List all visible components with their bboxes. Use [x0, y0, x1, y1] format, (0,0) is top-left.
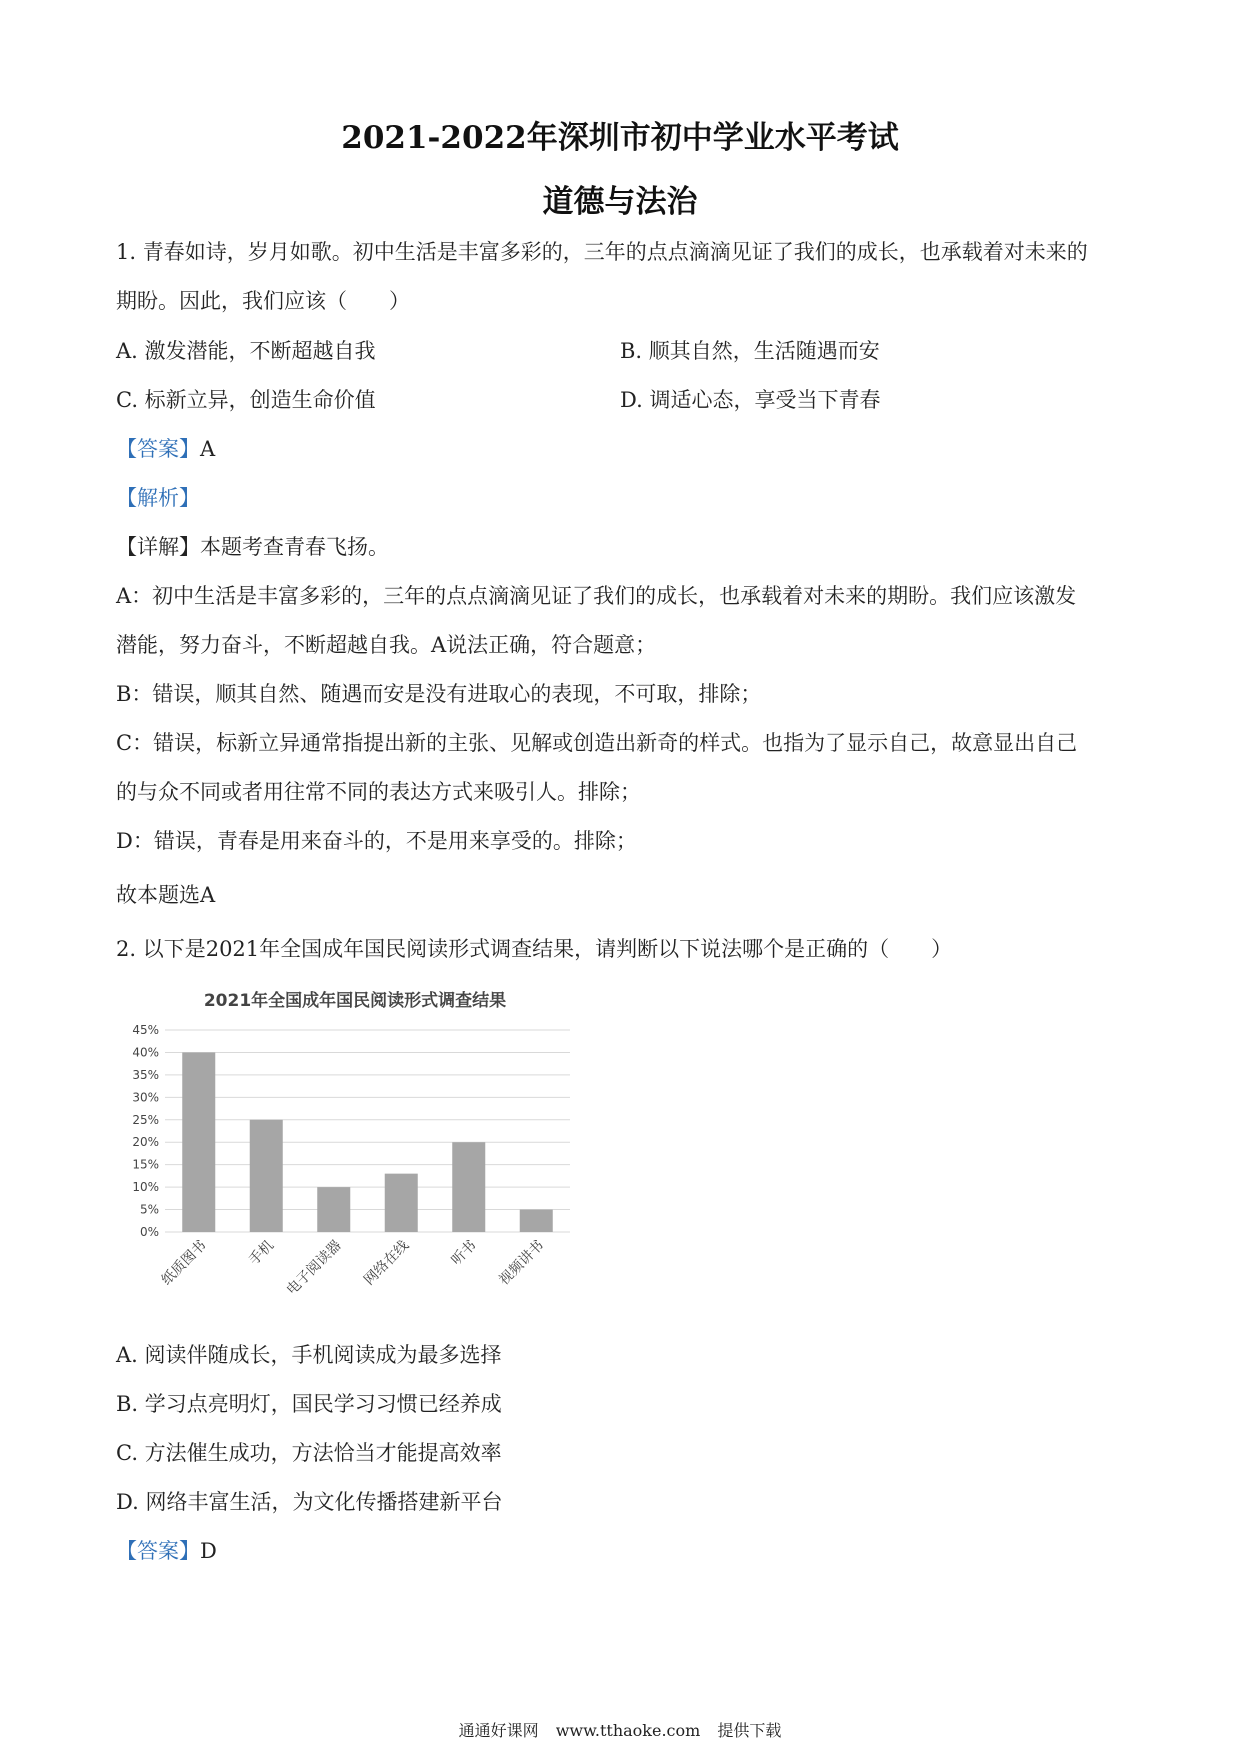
answer-value: D [200, 1539, 217, 1563]
q1-explanation: A：初中生活是丰富多彩的，三年的点点滴滴见证了我们的成长，也承载着对未来的期盼。我们应该激发 [116, 584, 1077, 608]
y-tick-label: 20% [132, 1135, 159, 1150]
y-tick-label: 40% [132, 1045, 159, 1060]
subject-title: 道德与法治 [542, 184, 698, 220]
chart-title: 2021年全国成年国民阅读形式调查结果 [203, 991, 507, 1011]
q2-option-a: A. 阅读伴随成长，手机阅读成为最多选择 [116, 1343, 502, 1367]
q2-option-d: D. 网络丰富生活，为文化传播搭建新平台 [116, 1490, 503, 1514]
x-tick-label: 纸质图书 [158, 1237, 210, 1289]
analysis-tag: 【解析】 [116, 486, 200, 510]
exam-title: 2021-2022年深圳市初中学业水平考试 [341, 120, 899, 156]
q1-option-a: A. 激发潜能，不断超越自我 [116, 339, 376, 363]
q2-option-c: C. 方法催生成功，方法恰当才能提高效率 [116, 1441, 502, 1465]
y-tick-label: 10% [132, 1180, 159, 1195]
q1-detail [116, 532, 389, 562]
q1-explanation: C：错误，标新立异通常指提出新的主张、见解或创造出新奇的样式。也指为了显示自己，故意显出自己 [116, 731, 1078, 755]
y-tick-label: 45% [132, 1023, 159, 1037]
bar-4 [385, 1174, 418, 1232]
x-tick-label: 网络在线 [361, 1237, 413, 1289]
y-tick-label: 0% [139, 1225, 159, 1239]
detail-tag: 【详解】 [116, 535, 200, 559]
q2-option-b: B. 学习点亮明灯，国民学习习惯已经养成 [116, 1392, 502, 1416]
footer-site-name: 通通好课网 [458, 1721, 539, 1740]
x-tick-label: 手机 [245, 1237, 278, 1269]
q1-explanation: 潜能，努力奋斗，不断超越自我。A说法正确，符合题意； [116, 633, 657, 657]
q2-answer [116, 1536, 217, 1566]
x-tick-label: 听书 [448, 1237, 480, 1269]
x-tick-label: 视频讲书 [496, 1237, 548, 1289]
answer-tag: 【答案】 [116, 437, 200, 461]
q1-option-d: D. 调适心态，享受当下青春 [620, 388, 881, 412]
q1-option-c: C. 标新立异，创造生命价值 [116, 388, 376, 412]
y-tick-label: 5% [139, 1202, 159, 1217]
x-tick-label: 电子阅读器 [283, 1237, 345, 1299]
detail-text: 本题考查青春飞扬。 [200, 535, 389, 559]
q1-answer [116, 434, 215, 464]
bar-6 [520, 1210, 553, 1232]
bar-5 [452, 1142, 485, 1232]
answer-value: A [200, 437, 216, 461]
y-tick-label: 35% [132, 1067, 159, 1082]
q1-stem-line1: 1. 青春如诗，岁月如歌。初中生活是丰富多彩的，三年的点点滴滴见证了我们的成长，也承载着对未来的 [116, 240, 1088, 264]
q1-explanation: B：错误，顺其自然、随遇而安是没有进取心的表现，不可取，排除； [116, 682, 762, 706]
reading-survey-chart [120, 982, 580, 1312]
bar-2 [250, 1120, 283, 1232]
footer-url[interactable]: www.tthaoke.com [555, 1721, 701, 1740]
q1-explanation: D：错误，青春是用来奋斗的，不是用来享受的。排除； [116, 829, 637, 853]
q1-conclusion: 故本题选A [116, 883, 216, 907]
q1-explanation: 的与众不同或者用往常不同的表达方式来吸引人。排除； [116, 780, 641, 804]
page-footer [0, 1718, 1240, 1741]
bar-3 [317, 1187, 350, 1232]
y-tick-label: 15% [132, 1157, 159, 1172]
q1-analysis [116, 483, 200, 513]
q1-option-b: B. 顺其自然，生活随遇而安 [620, 339, 880, 363]
y-tick-label: 30% [132, 1090, 159, 1105]
q2-stem: 2. 以下是2021年全国成年国民阅读形式调查结果，请判断以下说法哪个是正确的（ ） [116, 937, 953, 961]
footer-suffix: 提供下载 [717, 1721, 782, 1740]
y-tick-label: 25% [132, 1112, 159, 1127]
bar-1 [182, 1052, 215, 1232]
q1-stem-line2: 期盼。因此，我们应该（ ） [116, 289, 410, 313]
answer-tag: 【答案】 [116, 1539, 200, 1563]
